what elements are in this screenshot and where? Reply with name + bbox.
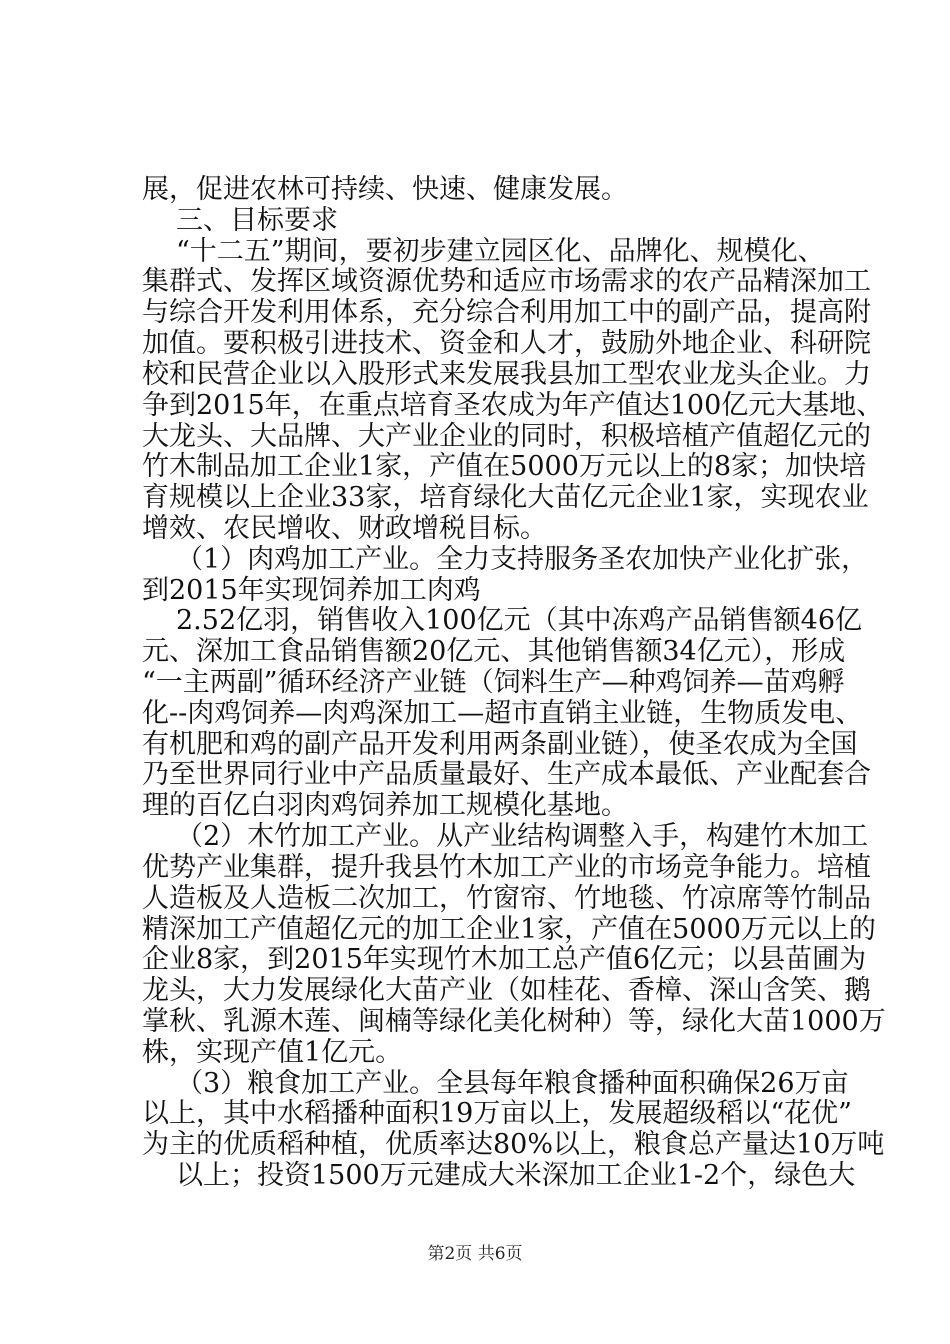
text-line: 化--肉鸡饲养—肉鸡深加工—超市直销主业链，生物质发电、 bbox=[142, 698, 863, 729]
text-line: 竹木制品加工企业1家，产值在5000万元以上的8家；加快培 bbox=[142, 451, 867, 482]
text-line: （2）木竹加工产业。从产业结构调整入手，构建竹木加工 bbox=[176, 821, 869, 852]
text-line: 增效、农民增收、财政增税目标。 bbox=[142, 513, 547, 544]
page-footer: 第2页 共6页 bbox=[427, 1244, 523, 1264]
text-line: 育规模以上企业33家，培育绿化大苗亿元企业1家，实现农业 bbox=[142, 482, 869, 513]
text-line: 三、目标要求 bbox=[176, 205, 338, 236]
text-line: 以上，其中水稻播种面积19万亩以上，发展超级稻以“花优” bbox=[142, 1098, 852, 1129]
text-line: 校和民营企业以入股形式来发展我县加工型农业龙头企业。力 bbox=[142, 359, 871, 390]
text-line: 元、深加工食品销售额20亿元、其他销售额34亿元），形成 bbox=[142, 636, 846, 667]
text-line: 与综合开发利用体系，充分综合利用加工中的副产品，提高附 bbox=[142, 297, 871, 328]
text-line: 掌秋、乳源木莲、闽楠等绿化美化树种）等，绿化大苗1000万 bbox=[142, 1006, 886, 1037]
text-line: 到2015年实现饲养加工肉鸡 bbox=[142, 575, 481, 606]
text-line: 集群式、发挥区域资源优势和适应市场需求的农产品精深加工 bbox=[142, 266, 871, 297]
text-line: 以上；投资1500万元建成大米深加工企业1-2个，绿色大 bbox=[176, 1160, 856, 1191]
text-line: 展，促进农林可持续、快速、健康发展。 bbox=[142, 174, 628, 205]
text-line: 大龙头、大品牌、大产业企业的同时，积极培植产值超亿元的 bbox=[142, 421, 871, 452]
text-line: 理的百亿白羽肉鸡饲养加工规模化基地。 bbox=[142, 790, 628, 821]
text-line: 争到2015年，在重点培育圣农成为年产值达100亿元大基地、 bbox=[142, 390, 884, 421]
text-line: 株，实现产值1亿元。 bbox=[142, 1037, 403, 1068]
text-line: 精深加工产值超亿元的加工企业1家，产值在5000万元以上的 bbox=[142, 914, 876, 945]
text-line: “一主两副”循环经济产业链（饲料生产—种鸡饲养—苗鸡孵 bbox=[142, 667, 845, 698]
text-line: 为主的优质稻种植，优质率达80%以上，粮食总产量达10万吨 bbox=[142, 1129, 885, 1160]
text-line: 有机肥和鸡的副产品开发利用两条副业链），使圣农成为全国 bbox=[142, 729, 858, 760]
text-line: 2.52亿羽，销售收入100亿元（其中冻鸡产品销售额46亿 bbox=[176, 605, 863, 636]
text-line: “十二五”期间，要初步建立园区化、品牌化、规模化、 bbox=[176, 236, 825, 267]
text-line: 乃至世界同行业中产品质量最好、生产成本最低、产业配套合 bbox=[142, 759, 871, 790]
text-line: （1）肉鸡加工产业。全力支持服务圣农加快产业化扩张， bbox=[176, 544, 869, 575]
text-line: 龙头，大力发展绿化大苗产业（如桂花、香樟、深山含笑、鹅 bbox=[142, 975, 871, 1006]
text-line: （3）粮食加工产业。全县每年粮食播种面积确保26万亩 bbox=[176, 1068, 849, 1099]
text-line: 优势产业集群，提升我县竹木加工产业的市场竞争能力。培植 bbox=[142, 852, 871, 883]
text-line: 人造板及人造板二次加工，竹窗帘、竹地毯、竹凉席等竹制品 bbox=[142, 883, 871, 914]
text-line: 企业8家，到2015年实现竹木加工总产值6亿元；以县苗圃为 bbox=[142, 944, 867, 975]
text-line: 加值。要积极引进技术、资金和人才，鼓励外地企业、科研院 bbox=[142, 328, 871, 359]
